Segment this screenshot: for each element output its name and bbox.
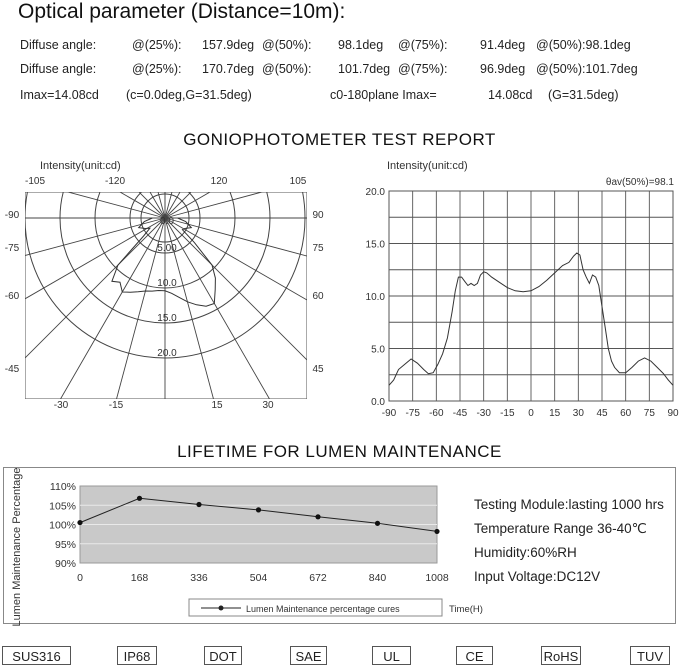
legend	[189, 599, 442, 616]
plane-imax-value: 14.08cd	[488, 88, 533, 102]
polar-ylabel: Intensity(unit:cd)	[40, 160, 121, 172]
imax-value: Imax=14.08cd	[20, 88, 99, 102]
polar-radial-label: 5.00	[157, 243, 177, 254]
polar-angle-label: 45	[312, 364, 324, 375]
lifetime-point	[434, 529, 439, 534]
polar-angle-label: 120	[210, 176, 228, 187]
badge-sus316: SUS316	[2, 646, 71, 665]
param-key: @(75%):	[398, 62, 448, 76]
cart-x-tick: 15	[549, 408, 561, 419]
polar-spoke	[0, 218, 165, 322]
polar-angle-label: 105	[289, 176, 307, 187]
cart-x-tick: -15	[500, 408, 515, 419]
polar-radial-label: 0.0	[160, 216, 174, 227]
badge-rohs: RoHS	[541, 646, 581, 665]
polar-angle-label: 75	[312, 243, 324, 254]
badge-tuv: TUV	[630, 646, 670, 665]
polar-angle-label: -105	[24, 176, 46, 187]
plane-imax-label: c0-180plane Imax=	[330, 88, 437, 102]
cart-x-tick: -90	[381, 408, 397, 419]
page-title: Optical parameter (Distance=10m):	[18, 0, 346, 23]
lifetime-point	[256, 507, 261, 512]
badge-sae: SAE	[290, 646, 327, 665]
lifetime-point	[196, 502, 201, 507]
badge-ip68: IP68	[117, 646, 157, 665]
param-value: @(50%):101.7deg	[536, 62, 638, 76]
diffuse-angle-row-2	[20, 62, 670, 78]
cart-x-tick: 45	[596, 408, 608, 419]
lifetime-x-tick: 1008	[425, 572, 449, 584]
polar-spoke	[0, 218, 165, 418]
polar-spoke	[165, 0, 365, 218]
gonio-title: GONIOPHOTOMETER TEST REPORT	[183, 130, 496, 149]
spec-voltage: Input Voltage:DC12V	[474, 569, 601, 584]
polar-angle-label: -15	[108, 400, 124, 411]
polar-angle-label: 60	[312, 291, 324, 302]
lifetime-point	[375, 521, 380, 526]
polar-angle-label: -60	[4, 291, 20, 302]
lifetime-point	[315, 514, 320, 519]
cart-y-tick: 20.0	[365, 187, 385, 198]
cart-y-tick: 10.0	[365, 292, 385, 303]
badge-dot: DOT	[204, 646, 242, 665]
spec-humidity: Humidity:60%RH	[474, 545, 577, 560]
lifetime-x-tick: 336	[190, 572, 208, 584]
spec-testing-module: Testing Module:lasting 1000 hrs	[474, 497, 664, 512]
polar-series-line	[112, 218, 215, 306]
intensity-chart	[352, 155, 679, 420]
param-key: @(75%):	[398, 38, 448, 52]
param-value: 98.1deg	[338, 38, 384, 52]
lifetime-title: LIFETIME FOR LUMEN MAINTENANCE	[177, 442, 502, 461]
cart-x-tick: -45	[452, 408, 468, 419]
lifetime-y-tick: 110%	[49, 481, 76, 493]
diffuse-angle-row-1	[20, 38, 670, 54]
polar-angle-label: -30	[53, 400, 69, 411]
param-value: 157.9deg	[202, 38, 255, 52]
cart-ylabel: Intensity(unit:cd)	[387, 160, 468, 172]
imax-row	[20, 88, 670, 104]
lifetime-ylabel: Lumen Maintenance Percentage	[11, 467, 23, 627]
lifetime-y-tick: 105%	[49, 500, 76, 513]
polar-angle-label: -90	[4, 210, 20, 221]
polar-angle-label: 30	[262, 400, 274, 411]
param-label: Diffuse angle:	[20, 38, 97, 52]
legend-label: Lumen Maintenance percentage cures	[246, 604, 400, 614]
param-value: @(50%):98.1deg	[536, 38, 631, 52]
lifetime-xlabel: Time(H)	[449, 604, 483, 615]
cart-y-tick: 0.0	[371, 397, 385, 408]
lifetime-x-tick: 0	[77, 572, 83, 584]
lifetime-point	[137, 496, 142, 501]
lifetime-x-tick: 672	[309, 572, 327, 584]
lifetime-y-tick: 90%	[54, 558, 76, 570]
param-key: @(50%):	[262, 38, 312, 52]
lifetime-point	[77, 520, 82, 525]
polar-angle-label: -75	[4, 243, 20, 254]
cart-x-tick: -75	[405, 408, 420, 419]
cart-x-tick: 90	[667, 408, 679, 419]
badge-ul: UL	[372, 646, 411, 665]
polar-angle-label: -45	[4, 364, 20, 375]
lifetime-y-tick: 100%	[49, 519, 76, 532]
polar-chart	[0, 155, 340, 417]
param-value: 170.7deg	[202, 62, 255, 76]
lifetime-y-tick: 95%	[54, 538, 76, 551]
imax-angle: (c=0.0deg,G=31.5deg)	[126, 88, 252, 102]
lifetime-x-tick: 840	[368, 572, 387, 584]
lifetime-x-tick: 504	[249, 572, 268, 584]
polar-radial-label: 10.0	[157, 278, 177, 289]
badge-ce: CE	[456, 646, 493, 665]
param-key: @(25%):	[132, 62, 182, 76]
beam-angle-annotation: θav(50%)=98.1	[605, 177, 674, 188]
cart-y-tick: 15.0	[365, 239, 385, 251]
polar-angle-label: -120	[104, 176, 126, 187]
cart-x-tick: 30	[572, 408, 584, 419]
spec-temperature: Temperature Range 36-40℃	[474, 521, 647, 536]
param-key: @(50%):	[262, 62, 312, 76]
polar-angle-label: 15	[211, 400, 223, 411]
lifetime-x-tick: 168	[130, 572, 149, 584]
param-value: 101.7deg	[338, 62, 391, 76]
plane-imax-angle: (G=31.5deg)	[548, 88, 619, 102]
cart-x-tick: 60	[620, 408, 632, 419]
lifetime-chart	[3, 467, 483, 627]
polar-radial-label: 20.0	[157, 348, 177, 359]
cart-x-tick: 0	[528, 408, 534, 419]
param-label: Diffuse angle:	[20, 62, 97, 76]
polar-radial-label: 15.0	[157, 313, 177, 324]
cart-y-tick: 5.0	[371, 344, 385, 356]
param-value: 91.4deg	[480, 38, 526, 52]
param-key: @(25%):	[132, 38, 182, 52]
cart-x-tick: -30	[476, 408, 491, 419]
param-value: 96.9deg	[480, 62, 526, 76]
polar-angle-label: 90	[312, 210, 324, 221]
cart-x-tick: -60	[429, 408, 444, 419]
cart-x-tick: 75	[643, 408, 655, 419]
